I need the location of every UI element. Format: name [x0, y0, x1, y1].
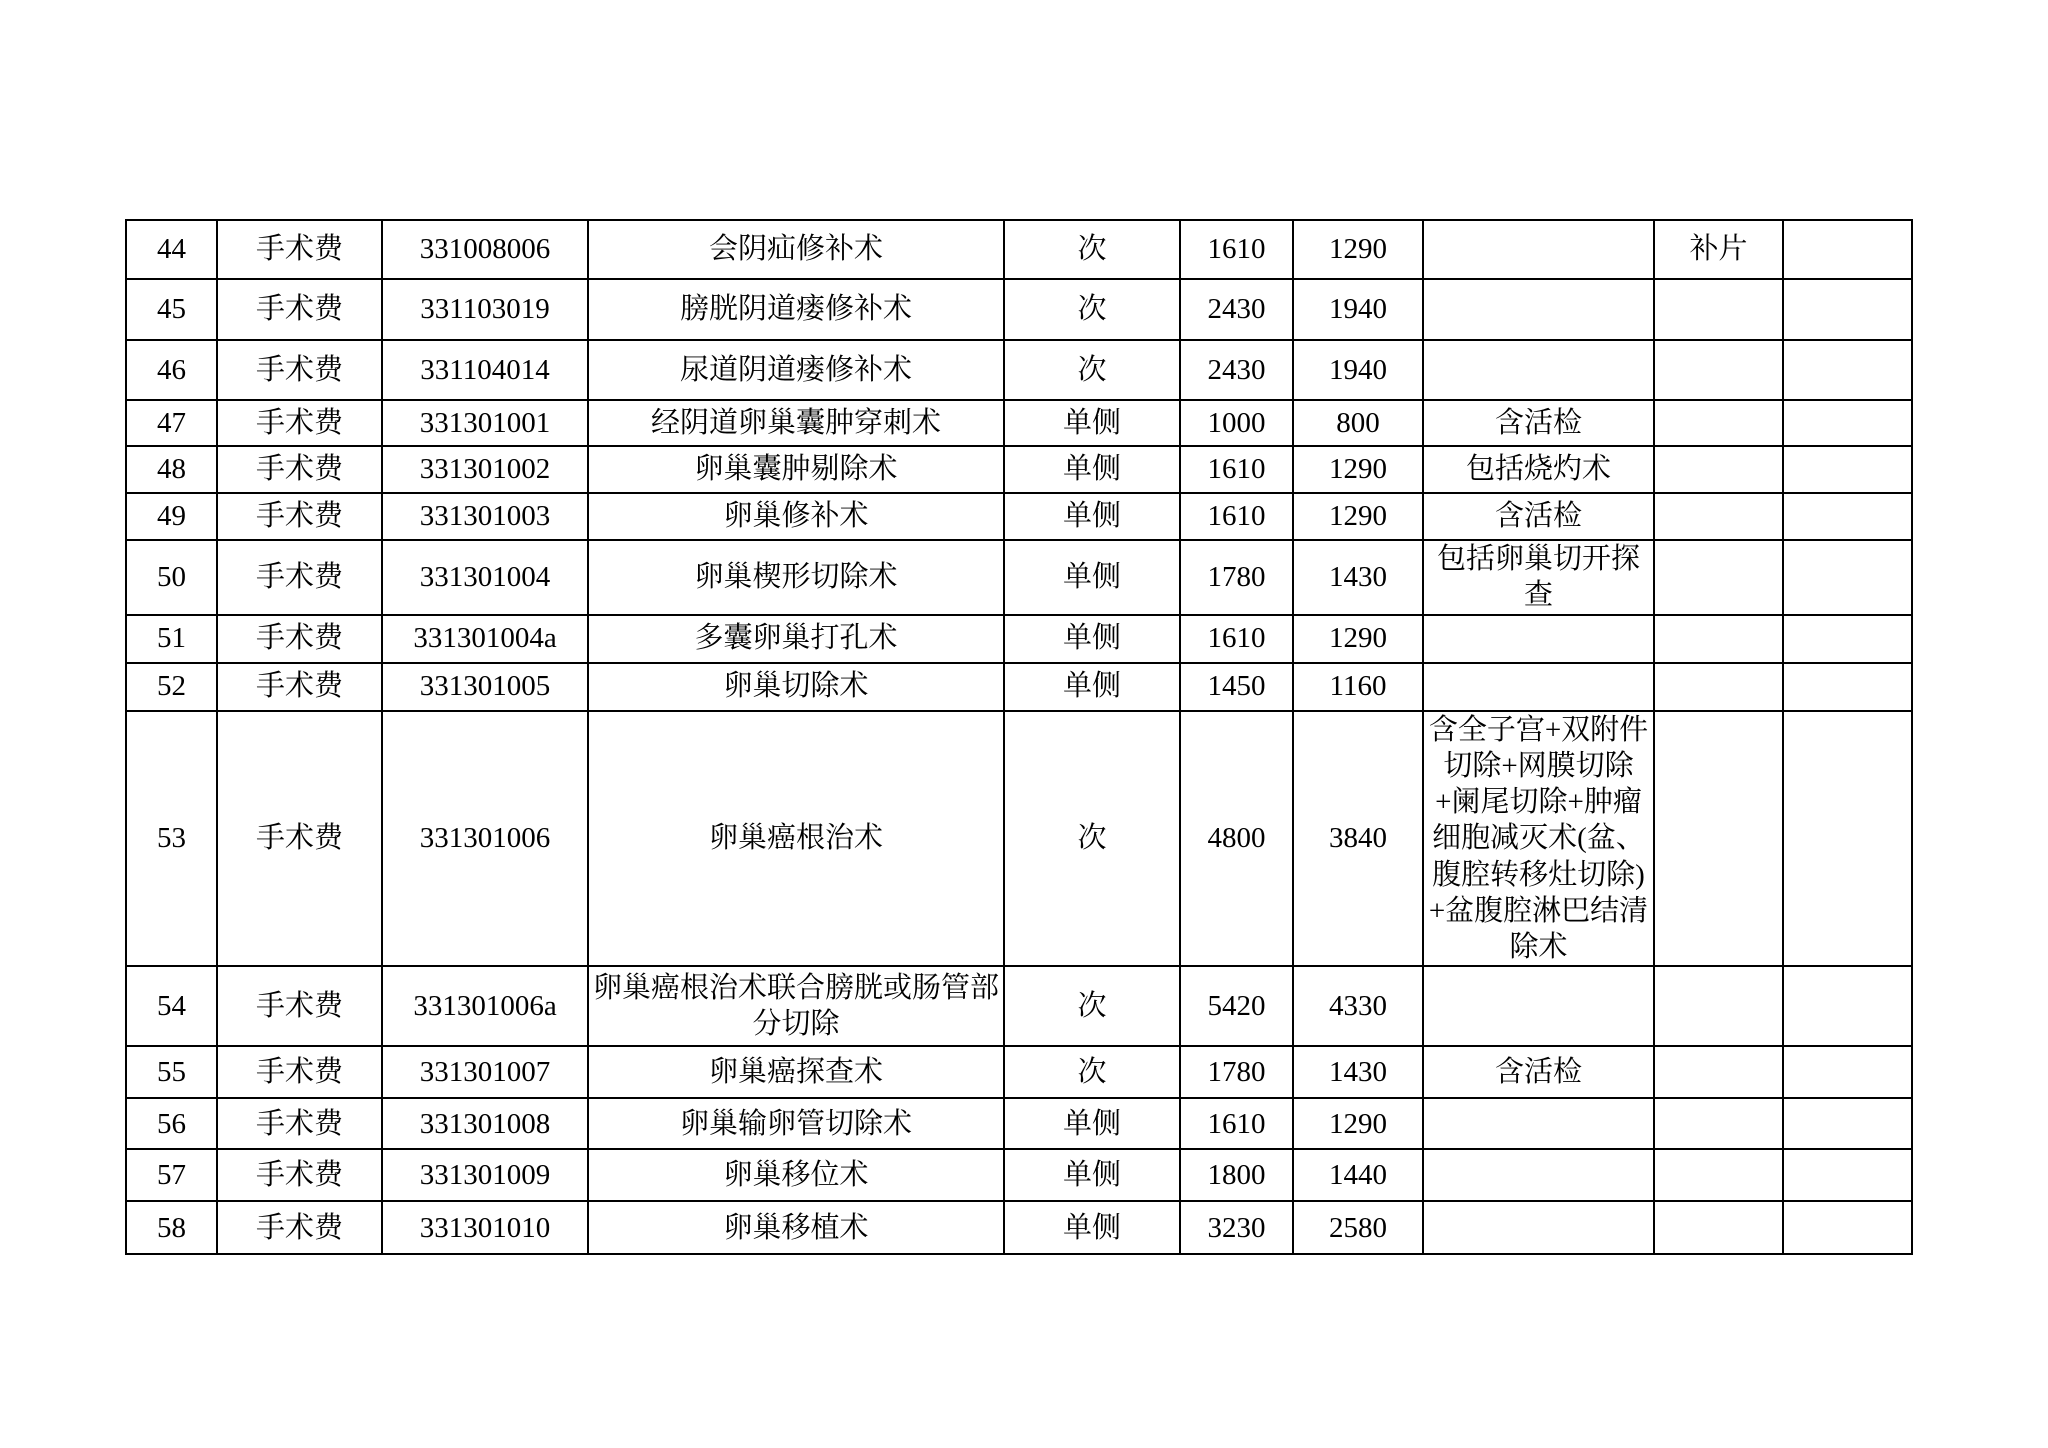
cell-price-reduced: 1290	[1293, 446, 1423, 493]
cell-row-number: 50	[126, 540, 217, 615]
cell-item-code: 331301006a	[382, 966, 588, 1046]
cell-remark	[1654, 446, 1783, 493]
cell-item-code: 331301001	[382, 400, 588, 446]
cell-row-number: 51	[126, 615, 217, 663]
cell-remark	[1654, 493, 1783, 540]
cell-item-name: 卵巢输卵管切除术	[588, 1098, 1004, 1149]
cell-item-code: 331301008	[382, 1098, 588, 1149]
cell-note: 含全子宫+双附件切除+网膜切除+阑尾切除+肿瘤细胞减灭术(盆、腹腔转移灶切除)+盆腹腔淋巴结清除术	[1423, 711, 1654, 967]
cell-fee-category: 手术费	[217, 220, 382, 279]
table-row	[126, 711, 1912, 967]
cell-row-number: 49	[126, 493, 217, 540]
cell-row-number: 57	[126, 1149, 217, 1201]
cell-blank	[1783, 220, 1912, 279]
cell-price-reduced: 1430	[1293, 540, 1423, 615]
cell-fee-category: 手术费	[217, 1046, 382, 1098]
cell-note: 包括烧灼术	[1423, 446, 1654, 493]
cell-price-full: 5420	[1180, 966, 1293, 1046]
cell-remark	[1654, 1201, 1783, 1254]
cell-price-reduced: 3840	[1293, 711, 1423, 967]
cell-price-full: 3230	[1180, 1201, 1293, 1254]
cell-unit: 单侧	[1004, 663, 1180, 711]
cell-unit: 单侧	[1004, 1098, 1180, 1149]
table-row	[126, 493, 1912, 540]
cell-fee-category: 手术费	[217, 279, 382, 340]
cell-fee-category: 手术费	[217, 966, 382, 1046]
cell-price-reduced: 800	[1293, 400, 1423, 446]
cell-price-full: 2430	[1180, 340, 1293, 400]
cell-blank	[1783, 493, 1912, 540]
cell-item-name: 卵巢移植术	[588, 1201, 1004, 1254]
cell-item-name: 卵巢楔形切除术	[588, 540, 1004, 615]
table-row	[126, 615, 1912, 663]
cell-row-number: 46	[126, 340, 217, 400]
cell-fee-category: 手术费	[217, 1098, 382, 1149]
cell-note	[1423, 966, 1654, 1046]
table-row	[126, 400, 1912, 446]
cell-fee-category: 手术费	[217, 340, 382, 400]
cell-item-code: 331301007	[382, 1046, 588, 1098]
cell-note	[1423, 1149, 1654, 1201]
cell-row-number: 48	[126, 446, 217, 493]
cell-price-full: 1780	[1180, 1046, 1293, 1098]
cell-item-code: 331301009	[382, 1149, 588, 1201]
cell-item-name: 卵巢修补术	[588, 493, 1004, 540]
cell-unit: 次	[1004, 1046, 1180, 1098]
cell-row-number: 55	[126, 1046, 217, 1098]
cell-price-reduced: 1160	[1293, 663, 1423, 711]
cell-item-name: 卵巢移位术	[588, 1149, 1004, 1201]
cell-row-number: 47	[126, 400, 217, 446]
cell-remark	[1654, 400, 1783, 446]
table-row	[126, 540, 1912, 615]
cell-remark	[1654, 1098, 1783, 1149]
cell-note	[1423, 1098, 1654, 1149]
cell-item-name: 卵巢癌根治术	[588, 711, 1004, 967]
cell-remark: 补片	[1654, 220, 1783, 279]
table-row	[126, 340, 1912, 400]
cell-unit: 单侧	[1004, 400, 1180, 446]
cell-price-full: 4800	[1180, 711, 1293, 967]
cell-blank	[1783, 1046, 1912, 1098]
fee-schedule-table	[125, 219, 1913, 1255]
cell-price-full: 1610	[1180, 615, 1293, 663]
table-row	[126, 966, 1912, 1046]
cell-price-reduced: 1940	[1293, 340, 1423, 400]
table-row	[126, 1098, 1912, 1149]
cell-item-code: 331301002	[382, 446, 588, 493]
cell-price-reduced: 2580	[1293, 1201, 1423, 1254]
cell-item-code: 331301005	[382, 663, 588, 711]
cell-row-number: 56	[126, 1098, 217, 1149]
cell-price-reduced: 1290	[1293, 615, 1423, 663]
table-row	[126, 220, 1912, 279]
cell-remark	[1654, 663, 1783, 711]
cell-blank	[1783, 615, 1912, 663]
cell-price-full: 1610	[1180, 446, 1293, 493]
cell-unit: 次	[1004, 340, 1180, 400]
cell-note: 含活检	[1423, 1046, 1654, 1098]
cell-unit: 次	[1004, 711, 1180, 967]
cell-blank	[1783, 966, 1912, 1046]
cell-item-name: 卵巢切除术	[588, 663, 1004, 711]
cell-price-full: 1800	[1180, 1149, 1293, 1201]
cell-row-number: 45	[126, 279, 217, 340]
cell-fee-category: 手术费	[217, 1201, 382, 1254]
table-row	[126, 663, 1912, 711]
fee-table-body	[126, 220, 1912, 1254]
cell-item-code: 331103019	[382, 279, 588, 340]
cell-remark	[1654, 1149, 1783, 1201]
cell-blank	[1783, 1201, 1912, 1254]
table-row	[126, 1149, 1912, 1201]
cell-note	[1423, 663, 1654, 711]
cell-item-code: 331301010	[382, 1201, 588, 1254]
cell-note	[1423, 279, 1654, 340]
cell-item-code: 331301003	[382, 493, 588, 540]
cell-blank	[1783, 279, 1912, 340]
cell-row-number: 58	[126, 1201, 217, 1254]
cell-row-number: 54	[126, 966, 217, 1046]
cell-note: 包括卵巢切开探查	[1423, 540, 1654, 615]
cell-unit: 次	[1004, 220, 1180, 279]
cell-item-name: 经阴道卵巢囊肿穿刺术	[588, 400, 1004, 446]
cell-unit: 单侧	[1004, 540, 1180, 615]
cell-note	[1423, 1201, 1654, 1254]
cell-price-reduced: 1440	[1293, 1149, 1423, 1201]
cell-unit: 次	[1004, 966, 1180, 1046]
table-row	[126, 1201, 1912, 1254]
cell-row-number: 44	[126, 220, 217, 279]
cell-unit: 单侧	[1004, 493, 1180, 540]
cell-price-full: 1610	[1180, 220, 1293, 279]
cell-note	[1423, 220, 1654, 279]
cell-remark	[1654, 966, 1783, 1046]
cell-price-full: 1450	[1180, 663, 1293, 711]
cell-fee-category: 手术费	[217, 711, 382, 967]
cell-item-code: 331301004	[382, 540, 588, 615]
cell-blank	[1783, 446, 1912, 493]
cell-remark	[1654, 540, 1783, 615]
cell-blank	[1783, 1149, 1912, 1201]
cell-remark	[1654, 615, 1783, 663]
table-row	[126, 1046, 1912, 1098]
cell-fee-category: 手术费	[217, 615, 382, 663]
cell-unit: 单侧	[1004, 1149, 1180, 1201]
table-row	[126, 279, 1912, 340]
cell-remark	[1654, 1046, 1783, 1098]
cell-unit: 次	[1004, 279, 1180, 340]
cell-item-name: 膀胱阴道瘘修补术	[588, 279, 1004, 340]
cell-blank	[1783, 711, 1912, 967]
cell-note: 含活检	[1423, 493, 1654, 540]
cell-blank	[1783, 400, 1912, 446]
cell-price-full: 1780	[1180, 540, 1293, 615]
cell-item-name: 多囊卵巢打孔术	[588, 615, 1004, 663]
cell-fee-category: 手术费	[217, 446, 382, 493]
cell-price-reduced: 1940	[1293, 279, 1423, 340]
cell-remark	[1654, 340, 1783, 400]
cell-item-code: 331301006	[382, 711, 588, 967]
cell-row-number: 52	[126, 663, 217, 711]
cell-price-reduced: 1290	[1293, 1098, 1423, 1149]
cell-fee-category: 手术费	[217, 540, 382, 615]
cell-price-reduced: 4330	[1293, 966, 1423, 1046]
cell-item-code: 331301004a	[382, 615, 588, 663]
cell-unit: 单侧	[1004, 1201, 1180, 1254]
cell-item-name: 尿道阴道瘘修补术	[588, 340, 1004, 400]
cell-blank	[1783, 663, 1912, 711]
cell-price-full: 1610	[1180, 1098, 1293, 1149]
cell-price-reduced: 1430	[1293, 1046, 1423, 1098]
cell-note	[1423, 340, 1654, 400]
cell-item-code: 331008006	[382, 220, 588, 279]
cell-price-full: 1000	[1180, 400, 1293, 446]
cell-fee-category: 手术费	[217, 493, 382, 540]
cell-remark	[1654, 711, 1783, 967]
cell-fee-category: 手术费	[217, 1149, 382, 1201]
cell-blank	[1783, 1098, 1912, 1149]
cell-blank	[1783, 540, 1912, 615]
cell-item-code: 331104014	[382, 340, 588, 400]
cell-unit: 单侧	[1004, 446, 1180, 493]
table-row	[126, 446, 1912, 493]
cell-blank	[1783, 340, 1912, 400]
cell-item-name: 卵巢癌探查术	[588, 1046, 1004, 1098]
cell-note	[1423, 615, 1654, 663]
cell-price-reduced: 1290	[1293, 493, 1423, 540]
cell-item-name: 会阴疝修补术	[588, 220, 1004, 279]
cell-fee-category: 手术费	[217, 400, 382, 446]
cell-price-full: 1610	[1180, 493, 1293, 540]
cell-note: 含活检	[1423, 400, 1654, 446]
cell-item-name: 卵巢囊肿剔除术	[588, 446, 1004, 493]
cell-price-full: 2430	[1180, 279, 1293, 340]
cell-remark	[1654, 279, 1783, 340]
cell-price-reduced: 1290	[1293, 220, 1423, 279]
cell-unit: 单侧	[1004, 615, 1180, 663]
cell-item-name: 卵巢癌根治术联合膀胱或肠管部分切除	[588, 966, 1004, 1046]
cell-row-number: 53	[126, 711, 217, 967]
cell-fee-category: 手术费	[217, 663, 382, 711]
